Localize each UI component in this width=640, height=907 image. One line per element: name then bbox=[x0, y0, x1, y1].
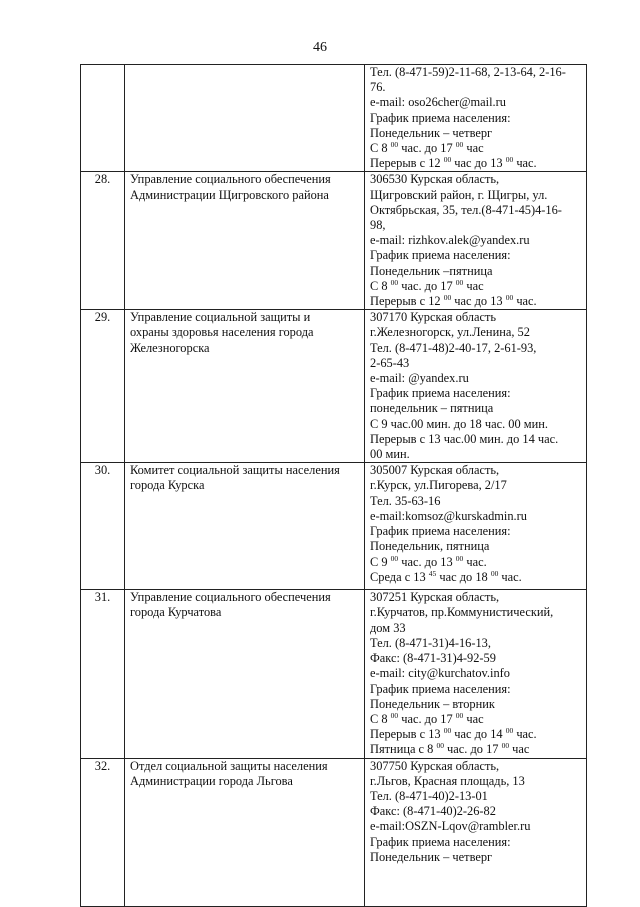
time-superscript: 00 bbox=[505, 156, 514, 165]
contact-text: Среда с 13 bbox=[370, 569, 429, 584]
contact-line bbox=[370, 188, 583, 203]
contact-text: Тел. (8-471-31)4-16-13, bbox=[370, 635, 491, 650]
contact-line bbox=[370, 386, 583, 401]
contact-text: 2-65-43 bbox=[370, 355, 410, 370]
contact-text: 98, bbox=[370, 218, 386, 233]
contact-text: Понедельник – четверг bbox=[370, 125, 493, 140]
contact-line bbox=[370, 172, 583, 187]
contact-text: График приема населения: bbox=[370, 834, 511, 849]
contact-line bbox=[370, 341, 583, 356]
contact-line bbox=[370, 774, 583, 789]
contact-line bbox=[370, 432, 583, 447]
organization-name bbox=[125, 463, 365, 590]
row-number: 30. bbox=[81, 463, 125, 590]
time-superscript: 00 bbox=[505, 727, 514, 736]
contact-text: час bbox=[509, 742, 530, 757]
contact-line bbox=[370, 666, 583, 681]
contact-text: График приема населения: bbox=[370, 524, 511, 539]
contact-text: Перерыв с 13 bbox=[370, 727, 444, 742]
contact-text: час до 18 bbox=[436, 569, 491, 584]
time-superscript: 00 bbox=[390, 711, 399, 720]
contact-line bbox=[370, 570, 583, 585]
contact-info bbox=[365, 65, 587, 172]
contact-text: С 9 bbox=[370, 554, 391, 569]
organization-name bbox=[125, 758, 365, 906]
contact-line bbox=[370, 294, 583, 309]
contact-text: График приема населения: bbox=[370, 110, 511, 125]
contact-text: График приема населения: bbox=[370, 386, 511, 401]
contact-line bbox=[370, 819, 583, 834]
contact-info bbox=[365, 590, 587, 758]
time-superscript: 00 bbox=[443, 727, 452, 736]
contact-text: час. до 17 bbox=[398, 711, 456, 726]
contact-text: С 8 bbox=[370, 278, 391, 293]
contact-line bbox=[370, 218, 583, 233]
contact-line bbox=[370, 524, 583, 539]
organization-name bbox=[125, 65, 365, 172]
time-superscript: 00 bbox=[443, 294, 452, 303]
contact-text: г.Курчатов, пр.Коммунистический, bbox=[370, 605, 554, 620]
contact-text: Понедельник –пятница bbox=[370, 263, 493, 278]
table-row bbox=[81, 310, 587, 463]
contact-text: час. до 17 bbox=[443, 742, 502, 757]
contact-info bbox=[365, 310, 587, 463]
contact-text: 00 мин. bbox=[370, 447, 410, 462]
time-superscript: 00 bbox=[436, 742, 444, 751]
time-superscript: 00 bbox=[501, 742, 510, 751]
time-superscript: 00 bbox=[455, 711, 464, 720]
row-number: 31. bbox=[81, 590, 125, 758]
contact-line bbox=[370, 621, 583, 636]
contact-text: e-mail:OSZN-Lqov@rambler.ru bbox=[370, 819, 531, 834]
contact-line bbox=[370, 325, 583, 340]
contact-text: понедельник – пятница bbox=[370, 401, 494, 416]
time-superscript: 00 bbox=[390, 278, 399, 287]
contact-line bbox=[370, 742, 583, 757]
contact-line bbox=[370, 65, 583, 80]
contact-text: Перерыв с 13 час.00 мин. до 14 час. bbox=[370, 431, 559, 446]
contact-line bbox=[370, 478, 583, 493]
contact-line bbox=[370, 80, 583, 95]
contact-text: час до 13 bbox=[451, 294, 506, 309]
contact-text: Перерыв с 12 bbox=[370, 156, 444, 171]
time-superscript: 00 bbox=[490, 569, 499, 578]
contact-text: С 9 час.00 мин. до 18 час. 00 мин. bbox=[370, 416, 548, 431]
contact-text: e-mail: @yandex.ru bbox=[370, 371, 469, 386]
table-row bbox=[81, 65, 587, 172]
time-superscript: 00 bbox=[390, 141, 399, 150]
contact-text: Понедельник – четверг bbox=[370, 849, 493, 864]
contact-text: час до 13 bbox=[451, 156, 506, 171]
contact-line bbox=[370, 264, 583, 279]
contact-line bbox=[370, 95, 583, 110]
contact-text: дом 33 bbox=[370, 620, 406, 635]
page-number: 46 bbox=[313, 40, 327, 55]
contact-line bbox=[370, 590, 583, 605]
row-number: 32. bbox=[81, 758, 125, 906]
contact-text: С 8 bbox=[370, 711, 391, 726]
directory-table bbox=[80, 64, 587, 907]
contact-text: час. до 17 bbox=[398, 141, 456, 156]
contact-line bbox=[370, 835, 583, 850]
contact-line bbox=[370, 539, 583, 554]
table-body bbox=[81, 65, 587, 907]
organization-name-line: Управление социальной защиты и bbox=[130, 310, 311, 325]
contact-text: час. до 17 bbox=[398, 278, 456, 293]
contact-text: г.Льгов, Красная площадь, 13 bbox=[370, 773, 525, 788]
contact-text: С 8 bbox=[370, 141, 391, 156]
organization-name-line: Администрации Щигровского района bbox=[130, 187, 329, 202]
contact-line bbox=[370, 494, 583, 509]
contact-text: 305007 Курская область, bbox=[370, 463, 500, 478]
organization-name-line: Управление социального обеспечения bbox=[130, 590, 331, 605]
time-superscript: 00 bbox=[505, 294, 514, 303]
time-superscript: 00 bbox=[455, 278, 464, 287]
contact-line bbox=[370, 727, 583, 742]
time-superscript: 00 bbox=[390, 554, 399, 563]
contact-info bbox=[365, 463, 587, 590]
contact-text: час до 14 bbox=[451, 727, 506, 742]
organization-name bbox=[125, 172, 365, 310]
contact-line bbox=[370, 417, 583, 432]
contact-text: Октябрьская, 35, тел.(8-471-45)4-16- bbox=[370, 202, 562, 217]
contact-text: График приема населения: bbox=[370, 681, 511, 696]
contact-text: Тел. 35-63-16 bbox=[370, 493, 441, 508]
contact-line bbox=[370, 555, 583, 570]
contact-text: Понедельник – вторник bbox=[370, 696, 495, 711]
contact-line bbox=[370, 111, 583, 126]
table-row bbox=[81, 172, 587, 310]
contact-text: Понедельник, пятница bbox=[370, 539, 490, 554]
time-superscript: 00 bbox=[443, 156, 452, 165]
contact-text: Факс: (8-471-31)4-92-59 bbox=[370, 651, 496, 666]
contact-text: Тел. (8-471-40)2-13-01 bbox=[370, 788, 488, 803]
organization-name-line: Администрации города Льгова bbox=[130, 773, 293, 788]
time-superscript: 00 bbox=[455, 141, 464, 150]
contact-line bbox=[370, 463, 583, 478]
contact-line bbox=[370, 509, 583, 524]
contact-line bbox=[370, 605, 583, 620]
contact-text: e-mail: oso26cher@mail.ru bbox=[370, 95, 506, 110]
organization-name-line: Управление социального обеспечения bbox=[130, 172, 331, 187]
organization-name-line: города Курска bbox=[130, 478, 205, 493]
contact-text: час bbox=[463, 711, 484, 726]
contact-line bbox=[370, 636, 583, 651]
organization-name-line: Железногорска bbox=[130, 340, 210, 355]
contact-text: час. до 13 bbox=[398, 554, 456, 569]
organization-name-line: Комитет социальной защиты населения bbox=[130, 463, 340, 478]
contact-text: e-mail: city@kurchatov.info bbox=[370, 666, 510, 681]
contact-text: Перерыв с 12 bbox=[370, 294, 444, 309]
contact-line bbox=[370, 401, 583, 416]
contact-line bbox=[370, 233, 583, 248]
contact-text: Тел. (8-471-48)2-40-17, 2-61-93, bbox=[370, 340, 537, 355]
contact-line bbox=[370, 850, 583, 865]
row-number: 29. bbox=[81, 310, 125, 463]
contact-text: час. bbox=[498, 569, 522, 584]
table-row bbox=[81, 590, 587, 758]
contact-text: Щигровский район, г. Щигры, ул. bbox=[370, 187, 548, 202]
contact-info bbox=[365, 758, 587, 906]
contact-text: час. bbox=[463, 554, 487, 569]
contact-text: 307251 Курская область, bbox=[370, 590, 500, 605]
contact-text: час. bbox=[513, 294, 537, 309]
contact-text: e-mail: rizhkov.alek@yandex.ru bbox=[370, 233, 530, 248]
contact-text: e-mail:komsoz@kurskadmin.ru bbox=[370, 508, 527, 523]
contact-text: 307750 Курская область, bbox=[370, 758, 500, 773]
contact-line bbox=[370, 156, 583, 171]
contact-line bbox=[370, 126, 583, 141]
organization-name-line: города Курчатова bbox=[130, 605, 222, 620]
contact-line bbox=[370, 279, 583, 294]
contact-line bbox=[370, 447, 583, 462]
contact-text: час. bbox=[513, 156, 537, 171]
table-row bbox=[81, 463, 587, 590]
contact-text: 307170 Курская область bbox=[370, 310, 497, 325]
organization-name bbox=[125, 310, 365, 463]
contact-text: Пятница с 8 bbox=[370, 742, 437, 757]
contact-line bbox=[370, 804, 583, 819]
contact-text: Факс: (8-471-40)2-26-82 bbox=[370, 804, 496, 819]
contact-text: час bbox=[463, 141, 484, 156]
contact-line bbox=[370, 371, 583, 386]
contact-text: Тел. (8-471-59)2-11-68, 2-13-64, 2-16- bbox=[370, 65, 566, 79]
contact-text: г.Курск, ул.Пигорева, 2/17 bbox=[370, 478, 507, 493]
contact-text: 306530 Курская область, bbox=[370, 172, 500, 187]
contact-text: г.Железногорск, ул.Ленина, 52 bbox=[370, 325, 530, 340]
organization-name-line: охраны здоровья населения города bbox=[130, 325, 314, 340]
contact-line bbox=[370, 697, 583, 712]
contact-text: час. bbox=[513, 727, 537, 742]
contact-line bbox=[370, 651, 583, 666]
time-superscript: 00 bbox=[455, 554, 464, 563]
contact-line bbox=[370, 310, 583, 325]
contact-line bbox=[370, 712, 583, 727]
time-superscript: 45 bbox=[428, 569, 437, 578]
contact-line bbox=[370, 141, 583, 156]
contact-line bbox=[370, 248, 583, 263]
contact-line bbox=[370, 759, 583, 774]
contact-line bbox=[370, 356, 583, 371]
contact-text: час bbox=[463, 278, 484, 293]
row-number bbox=[81, 65, 125, 172]
row-number: 28. bbox=[81, 172, 125, 310]
contact-text: 76. bbox=[370, 80, 386, 95]
contact-line bbox=[370, 203, 583, 218]
table-row bbox=[81, 758, 587, 906]
contact-info bbox=[365, 172, 587, 310]
organization-name-line: Отдел социальной защиты населения bbox=[130, 758, 328, 773]
contact-line bbox=[370, 682, 583, 697]
organization-name bbox=[125, 590, 365, 758]
contact-line bbox=[370, 789, 583, 804]
contact-text: График приема населения: bbox=[370, 248, 511, 263]
